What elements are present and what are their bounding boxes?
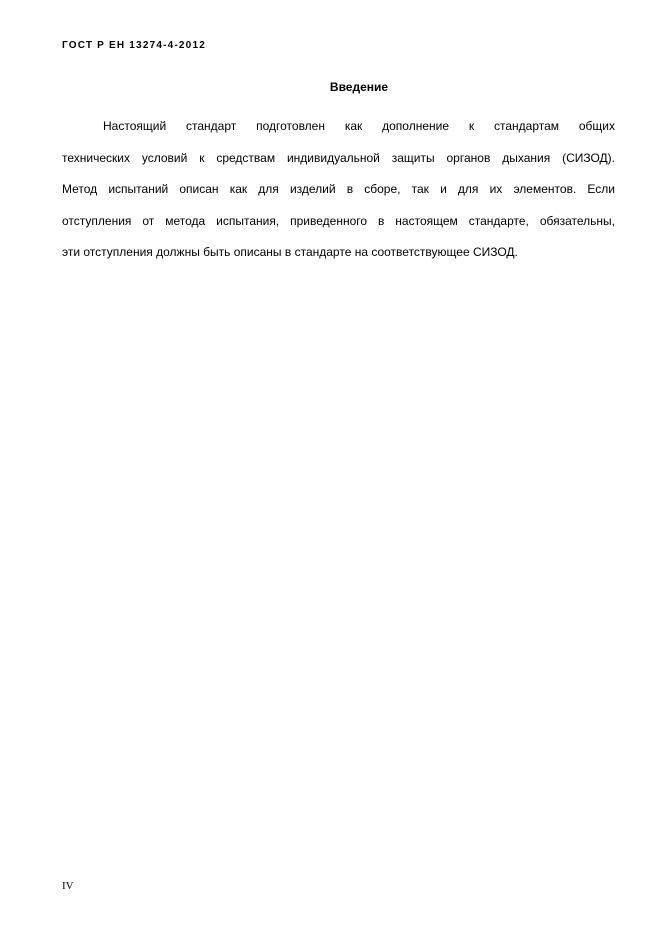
paragraph-line: отступления от метода испытания, приведенного в настоящем стандарте, обязательны, [62,213,615,228]
paragraph-line: Настоящий стандарт подготовлен как дополнение к стандартам общих [103,119,615,133]
standard-code-header: ГОСТ Р ЕН 13274-4-2012 [62,40,206,51]
introduction-paragraph [62,111,615,269]
paragraph-line: эти отступления должны быть описаны в стандарте на соответствующее СИЗОД. [62,245,518,259]
page-number: IV [62,880,74,892]
section-title: Введение [329,80,389,94]
paragraph-line: технических условий к средствам индивидуальной защиты органов дыхания (СИЗОД). [62,150,615,165]
paragraph-line: Метод испытаний описан как для изделий в сборе, так и для их элементов. Если [62,182,615,196]
